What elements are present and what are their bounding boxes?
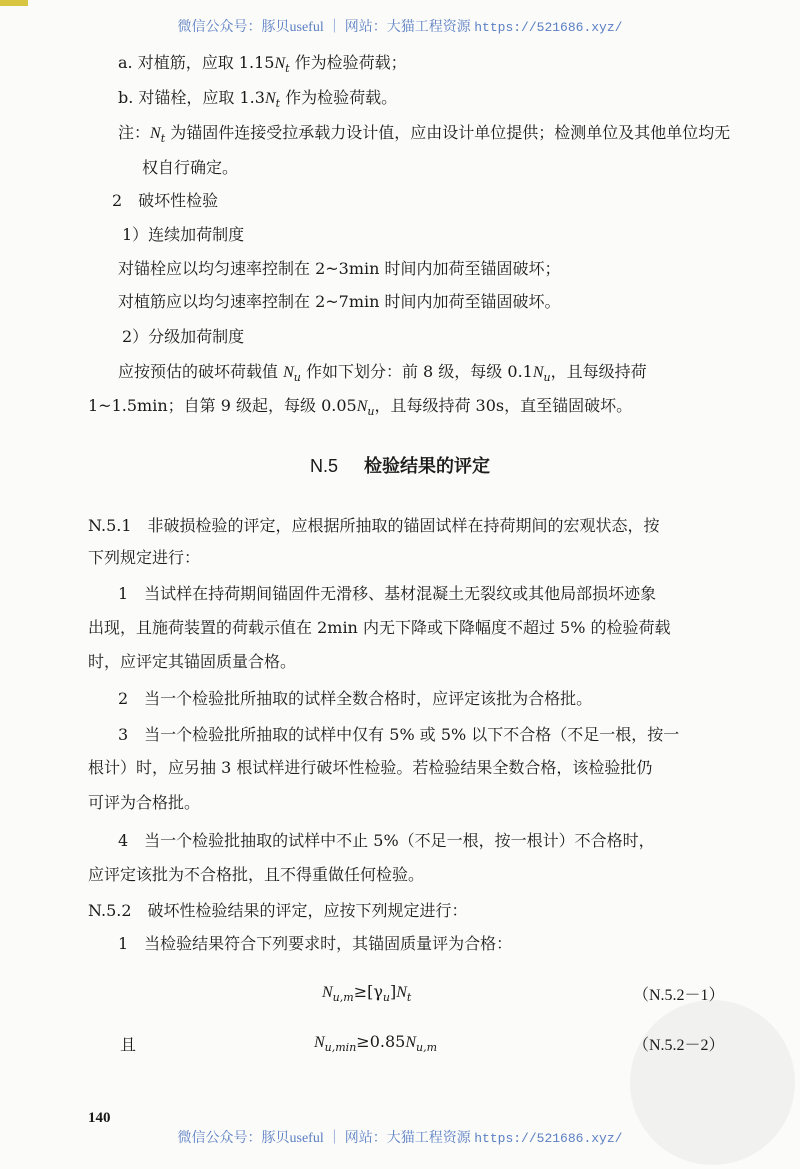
- symbol: N: [150, 125, 161, 142]
- paragraph-line: [88, 790, 200, 813]
- paragraph-line: [142, 155, 238, 178]
- paragraph-line: [118, 722, 679, 745]
- equation-number: （N.5.2－2）: [633, 1037, 725, 1054]
- subscript: t: [275, 97, 281, 111]
- text: N.5.2 破坏性检验结果的评定，应按下列规定进行：: [88, 901, 468, 920]
- paragraph-line: [122, 324, 244, 347]
- symbol: N: [396, 984, 407, 1001]
- text: 作为检验荷载；: [289, 53, 407, 72]
- text: 根计）时，应另抽 3 根试样进行破坏性检验。若检验结果全数合格，该检验批仍: [88, 758, 653, 777]
- text: 且: [120, 1035, 137, 1054]
- paragraph-line: [88, 862, 424, 885]
- subscript: u,min: [324, 1041, 357, 1055]
- text: ≥0.85: [356, 1032, 406, 1051]
- watermark-text: 微信公众号：豚贝useful ｜ 网站：大猫工程资源: [177, 1131, 475, 1146]
- paragraph-line: [88, 545, 200, 568]
- text: a. 对植筋，应取 1.15: [118, 53, 275, 72]
- paragraph-line: [88, 898, 468, 921]
- text: 1~1.5min；自第 9 级起，每级 0.05: [88, 396, 357, 415]
- text: 应评定该批为不合格批，且不得重做任何检验。: [88, 865, 425, 884]
- text: 作如下划分：前 8 级，每级 0.1: [300, 362, 533, 381]
- text: 2 当一个检验批所抽取的试样全数合格时，应评定该批为合格批。: [118, 689, 593, 708]
- text: 1 当试样在持荷期间锚固件无滑移、基材混凝土无裂纹或其他局部损坏迹象: [118, 584, 657, 603]
- paragraph-line: [118, 85, 397, 110]
- paragraph-line: [118, 256, 561, 279]
- subscript: u: [382, 991, 390, 1005]
- page-number: 140: [88, 1110, 111, 1126]
- symbol: N: [322, 984, 333, 1001]
- subscript: t: [285, 62, 290, 76]
- subscript: u: [293, 371, 301, 385]
- logo: [0, 0, 28, 6]
- text: 2 破坏性检验: [112, 191, 219, 210]
- watermark-url[interactable]: https://521686.xyz/: [474, 20, 623, 35]
- text: 3 当一个检验批所抽取的试样中仅有 5% 或 5% 以下不合格（不足一根，按一: [118, 725, 680, 744]
- watermark-text: 微信公众号：豚贝useful ｜ 网站：大猫工程资源: [177, 20, 475, 35]
- paragraph-line: [88, 393, 632, 418]
- watermark-bottom: [0, 1127, 800, 1147]
- section-title: 检验结果的评定: [364, 456, 490, 477]
- symbol: N: [314, 1034, 325, 1051]
- symbol: N: [356, 398, 368, 415]
- text: b. 对锚栓，应取 1.3: [118, 88, 265, 107]
- text: 注：: [118, 123, 151, 142]
- text: 对锚栓应以均匀速率控制在 2~3min 时间内加荷至锚固破坏；: [118, 259, 561, 278]
- text: ，且每级持荷 30s，直至锚固破坏。: [374, 396, 633, 415]
- text: 时，应评定其锚固质量合格。: [88, 652, 297, 671]
- paragraph-line: [118, 289, 561, 312]
- text: 1）连续加荷制度: [122, 225, 245, 244]
- subscript: t: [160, 132, 166, 146]
- text: 4 当一个检验批抽取的试样中不止 5%（不足一根，按一根计）不合格时，: [118, 831, 655, 850]
- text: 作为检验荷载。: [280, 88, 398, 107]
- subscript: u,m: [332, 991, 354, 1005]
- subscript: u: [543, 371, 551, 385]
- paragraph-line: [122, 222, 244, 245]
- subscript: t: [406, 991, 412, 1005]
- text: 对植筋应以均匀速率控制在 2~7min 时间内加荷至锚固破坏。: [118, 292, 561, 311]
- text: 1 当检验结果符合下列要求时，其锚固质量评为合格：: [118, 934, 513, 953]
- paragraph-line: [118, 828, 655, 851]
- text: 应按预估的破坏荷载值: [118, 362, 284, 381]
- paragraph-line: [118, 931, 512, 954]
- text: ]: [390, 982, 397, 1001]
- text: ，且每级持荷: [550, 362, 647, 381]
- watermark-url[interactable]: https://521686.xyz/: [474, 1131, 623, 1146]
- text: 下列规定进行：: [88, 548, 201, 567]
- text: 权自行确定。: [142, 158, 239, 177]
- text: ≥[γ: [353, 982, 383, 1001]
- text: 2）分级加荷制度: [122, 327, 245, 346]
- conjunction-text: [120, 1032, 136, 1055]
- symbol: N: [274, 55, 286, 72]
- subscript: u,m: [416, 1041, 438, 1055]
- paragraph-line: [118, 50, 407, 75]
- paragraph-line: [88, 513, 660, 536]
- equation: [322, 982, 411, 1004]
- symbol: N: [532, 364, 544, 381]
- symbol: N: [405, 1034, 416, 1051]
- paragraph-line: [118, 581, 656, 604]
- text: 出现，且施荷装置的荷载示值在 2min 内无下降或下降幅度不超过 5% 的检验荷载: [88, 618, 671, 637]
- paragraph-line: [112, 188, 218, 211]
- paragraph-line: [88, 649, 296, 672]
- symbol: N: [283, 364, 294, 381]
- section-number: N.5: [309, 456, 338, 476]
- paragraph-line: [118, 120, 730, 145]
- equation: [314, 1032, 437, 1054]
- watermark-top: [0, 16, 800, 36]
- symbol: N: [264, 90, 276, 107]
- equation-number: （N.5.2－1）: [633, 987, 725, 1004]
- text: 为锚固件连接受拉承载力设计值，应由设计单位提供；检测单位及其他单位均无: [165, 123, 731, 142]
- paragraph-line: [118, 686, 592, 709]
- subscript: u: [367, 405, 375, 419]
- paragraph-line: [88, 755, 652, 778]
- text: N.5.1 非破损检验的评定，应根据所抽取的锚固试样在持荷期间的宏观状态，按: [88, 516, 660, 535]
- paragraph-line: [88, 615, 671, 638]
- section-heading: [0, 452, 800, 478]
- paragraph-line: [118, 359, 647, 384]
- text: 可评为合格批。: [88, 793, 201, 812]
